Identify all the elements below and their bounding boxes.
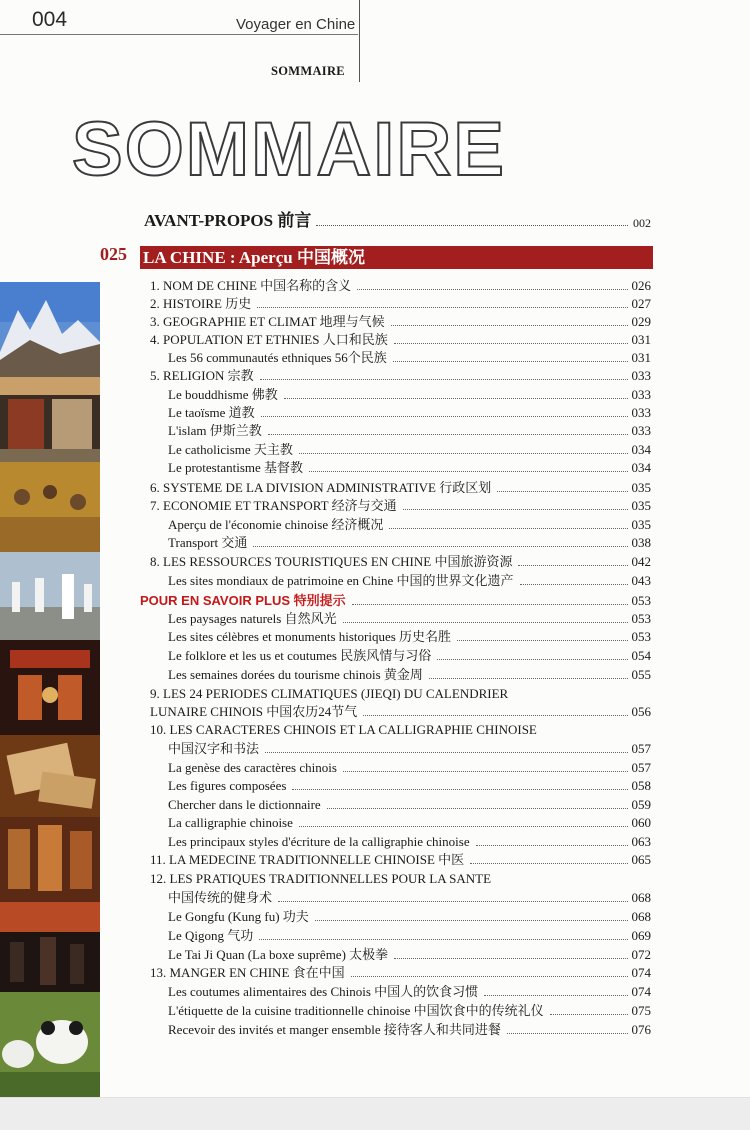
toc-entry-title: Le Qigong 气功	[168, 928, 254, 943]
toc-entry	[168, 517, 651, 533]
toc-entry-page: 035	[631, 498, 651, 513]
page-bottom-edge	[0, 1097, 750, 1130]
toc-entry	[140, 593, 651, 609]
toc-entry	[150, 314, 651, 330]
toc-entry-title: La calligraphie chinoise	[168, 815, 293, 830]
dot-leader	[476, 845, 628, 846]
toc-entry	[150, 554, 651, 570]
chapter-title: LA CHINE : Aperçu 中国概况	[143, 248, 365, 267]
dot-leader	[357, 289, 627, 290]
toc-entry-page: 034	[631, 442, 651, 457]
avant-propos-entry	[144, 206, 651, 231]
toc-entry-page: 055	[631, 667, 651, 682]
dot-leader	[550, 1014, 628, 1015]
toc-entry	[168, 667, 651, 683]
dot-leader	[265, 752, 627, 753]
toc-entry-title: POUR EN SAVOIR PLUS 特别提示	[140, 593, 346, 608]
toc-entry-title: Le folklore et les us et coutumes 民族风情与习俗	[168, 648, 432, 663]
toc-entry-title: 12. LES PRATIQUES TRADITIONNELLES POUR LA SANTE	[150, 871, 492, 886]
dot-leader	[393, 361, 628, 362]
toc-entry-page: 035	[631, 517, 651, 532]
running-title: Voyager en Chine	[236, 16, 356, 33]
chapter-number: 025	[100, 244, 127, 264]
toc-entry	[168, 350, 651, 366]
toc-entry-page: 053	[631, 593, 651, 608]
dot-leader	[470, 863, 627, 864]
toc-entry	[168, 611, 651, 627]
toc-entry	[150, 686, 560, 702]
toc-entry-page: 058	[631, 778, 651, 793]
toc-entry-title: Les semaines dorées du tourisme chinois 黄金周	[168, 667, 423, 682]
toc-entry	[150, 965, 651, 981]
toc-entry-title: Le bouddhisme 佛教	[168, 387, 278, 402]
toc-entry-page: 068	[631, 890, 651, 905]
toc-entry-page: 053	[631, 629, 651, 644]
dot-leader	[518, 565, 627, 566]
toc-entry-page: 057	[631, 760, 651, 775]
toc-entry-page: 076	[631, 1022, 651, 1037]
toc-entry	[168, 405, 651, 421]
dot-leader	[259, 939, 627, 940]
toc-entry	[168, 1022, 651, 1038]
temple-interior-image	[0, 640, 100, 735]
dot-leader	[457, 640, 627, 641]
toc-entry	[168, 984, 651, 1000]
toc-entry	[168, 629, 651, 645]
toc-entry-title: Le protestantisme 基督教	[168, 460, 304, 475]
toc-entry	[168, 760, 651, 776]
toc-entry-page: 074	[631, 965, 651, 980]
toc-entry	[150, 296, 651, 312]
toc-entry-page: 059	[631, 797, 651, 812]
toc-entry-page: 074	[631, 984, 651, 999]
toc-entry	[150, 722, 590, 738]
pavilion-image	[0, 377, 100, 462]
toc-entry-title: Le Tai Ji Quan (La boxe suprême) 太极拳	[168, 947, 389, 962]
toc-entry	[168, 947, 651, 963]
toc-entry-page: 068	[631, 909, 651, 924]
toc-entry-title: Les 56 communautés ethniques 56个民族	[168, 350, 387, 365]
dot-leader	[253, 546, 627, 547]
toc-entry	[150, 332, 651, 348]
dot-leader	[403, 509, 628, 510]
toc-entry-title: Transport 交通	[168, 535, 248, 550]
toc-entry-title: Le taoïsme 道教	[168, 405, 255, 420]
toc-entry-page: 069	[631, 928, 651, 943]
toc-entry-page: 033	[631, 387, 651, 402]
avant-propos-label: AVANT-PROPOS 前言	[144, 211, 312, 230]
toc-entry-page: 072	[631, 947, 651, 962]
toc-entry	[168, 460, 651, 476]
dot-leader	[394, 958, 627, 959]
toc-entry	[168, 797, 651, 813]
dot-leader	[343, 622, 628, 623]
dot-leader	[389, 528, 627, 529]
toc-entry-page: 060	[631, 815, 651, 830]
toc-entry-title: L'étiquette de la cuisine traditionnelle chinoise 中国饮食中的传统礼仪	[168, 1003, 544, 1018]
calligraphy-scroll-image	[0, 735, 100, 817]
toc-entry-title: L'islam 伊斯兰教	[168, 423, 262, 438]
avant-propos-page: 002	[633, 216, 651, 230]
toc-entry-title: 1. NOM DE CHINE 中国名称的含义	[150, 278, 352, 293]
toc-entry-title: 9. LES 24 PERIODES CLIMATIQUES (JIEQI) DU CALENDRIER	[150, 686, 509, 701]
dot-leader	[520, 584, 628, 585]
chapter-title-bar	[140, 246, 653, 269]
dot-leader	[260, 379, 628, 380]
toc-entry-title: 4. POPULATION ET ETHNIES 人口和民族	[150, 332, 388, 347]
toc-entry-page: 033	[631, 423, 651, 438]
page-number: 004	[32, 8, 68, 31]
toc-entry	[168, 387, 651, 403]
toc-entry-title: 中国汉字和书法	[168, 741, 260, 756]
toc-entry-title: Les figures composées	[168, 778, 287, 793]
toc-entry	[168, 815, 651, 831]
dot-leader	[284, 398, 628, 399]
toc-entry-page: 029	[631, 314, 651, 329]
dot-leader	[497, 491, 627, 492]
toc-entry-title: Le catholicisme 天主教	[168, 442, 293, 457]
toc-entry	[168, 535, 651, 551]
header-rule	[0, 34, 358, 35]
dot-leader	[261, 416, 628, 417]
toc-entry-title: Le Gongfu (Kung fu) 功夫	[168, 909, 309, 924]
toc-entry-page: 031	[631, 332, 651, 347]
dot-leader	[292, 789, 627, 790]
toc-entry-page: 031	[631, 350, 651, 365]
toc-entry-title: 8. LES RESSOURCES TOURISTIQUES EN CHINE 中国旅游资源	[150, 554, 513, 569]
toc-entry-title: Les principaux styles d'écriture de la calligraphie chinoise	[168, 834, 470, 849]
toc-entry-title: 11. LA MEDECINE TRADITIONNELLE CHINOISE 中医	[150, 852, 465, 867]
toc-entry	[168, 778, 651, 794]
toc-entry-title: Les coutumes alimentaires des Chinois 中国人的饮食习惯	[168, 984, 479, 999]
toc-entry	[150, 480, 651, 496]
toc-entry	[150, 278, 651, 294]
dot-leader	[351, 976, 628, 977]
toc-entry	[150, 871, 540, 887]
toc-entry	[168, 741, 651, 757]
toc-entry	[168, 648, 651, 664]
toc-entry-title: 中国传统的健身术	[168, 890, 273, 905]
toc-entry-title: 2. HISTOIRE 历史	[150, 296, 252, 311]
toc-entry	[150, 368, 651, 384]
photo-strip	[0, 282, 100, 1097]
dot-leader	[394, 343, 628, 344]
toc-entry-title: 7. ECONOMIE ET TRANSPORT 经济与交通	[150, 498, 397, 513]
header-vertical-rule	[359, 0, 360, 82]
dot-leader	[437, 659, 627, 660]
toc-entry-page: 075	[631, 1003, 651, 1018]
dot-leader	[309, 471, 627, 472]
toc-entry-page: 026	[631, 278, 651, 293]
toc-entry-title: Chercher dans le dictionnaire	[168, 797, 321, 812]
toc-entry-title: 6. SYSTEME DE LA DIVISION ADMINISTRATIVE 行政区划	[150, 480, 492, 495]
toc-entry-page: 056	[631, 704, 651, 719]
toc-entry-page: 027	[631, 296, 651, 311]
page-title: SOMMAIRE	[72, 107, 506, 192]
toc-entry-title: Aperçu de l'économie chinoise 经济概况	[168, 517, 384, 532]
dot-leader	[316, 225, 628, 226]
toc-entry-title: 10. LES CARACTERES CHINOIS ET LA CALLIGRAPHIE CHINOISE	[150, 722, 537, 737]
toc-entry-page: 063	[631, 834, 651, 849]
toc-entry-title: LUNAIRE CHINOIS 中国农历24节气	[150, 704, 358, 719]
toc-entry	[168, 423, 651, 439]
toc-entry	[168, 909, 651, 925]
dot-leader	[278, 901, 627, 902]
toc-entry-page: 054	[631, 648, 651, 663]
dot-leader	[299, 453, 628, 454]
dot-leader	[484, 995, 627, 996]
medicine-jars-image	[0, 817, 100, 902]
toc-entry-page: 065	[631, 852, 651, 867]
section-label: SOMMAIRE	[271, 64, 345, 78]
dot-leader	[352, 604, 628, 605]
dot-leader	[429, 678, 628, 679]
toc-entry-title: Recevoir des invités et manger ensemble 接待客人和共同进餐	[168, 1022, 501, 1037]
tai-chi-practice-image	[0, 552, 100, 640]
toc-entry-page: 035	[631, 480, 651, 495]
toc-entry-title: 5. RELIGION 宗教	[150, 368, 254, 383]
toc-entry-title: 13. MANGER EN CHINE 食在中国	[150, 965, 345, 980]
toc-entry	[168, 573, 651, 589]
panda-image	[0, 992, 100, 1097]
dot-leader	[299, 826, 628, 827]
dot-leader	[257, 307, 627, 308]
toc-entry-page: 043	[631, 573, 651, 588]
dot-leader	[327, 808, 628, 809]
toc-entry-title: La genèse des caractères chinois	[168, 760, 337, 775]
toc-entry-page: 038	[631, 535, 651, 550]
toc-entry-page: 033	[631, 405, 651, 420]
toc-entry-title: Les sites célèbres et monuments historiques 历史名胜	[168, 629, 452, 644]
toc-entry	[168, 442, 651, 458]
toc-entry	[150, 852, 651, 868]
toc-entry-title: Les sites mondiaux de patrimoine en Chine 中国的世界文化遗产	[168, 573, 514, 588]
dot-leader	[315, 920, 628, 921]
toc-entry	[168, 890, 651, 906]
toc-entry-page: 053	[631, 611, 651, 626]
toc-entry	[150, 704, 651, 720]
night-street-image	[0, 902, 100, 992]
dot-leader	[507, 1033, 628, 1034]
toc-entry-page: 042	[631, 554, 651, 569]
dot-leader	[343, 771, 628, 772]
toc-entry	[168, 928, 651, 944]
toc-entry-page: 057	[631, 741, 651, 756]
toc-entry-title: Les paysages naturels 自然风光	[168, 611, 337, 626]
toc-entry	[168, 834, 651, 850]
dot-leader	[268, 434, 628, 435]
toc-entry-title: 3. GEOGRAPHIE ET CLIMAT 地理与气候	[150, 314, 385, 329]
toc-entry	[168, 1003, 651, 1019]
dot-leader	[391, 325, 628, 326]
toc-entry	[150, 498, 651, 514]
market-scene-image	[0, 462, 100, 552]
dot-leader	[363, 715, 627, 716]
toc-entry-page: 034	[631, 460, 651, 475]
mountain-landscape-image	[0, 282, 100, 377]
toc-entry-page: 033	[631, 368, 651, 383]
